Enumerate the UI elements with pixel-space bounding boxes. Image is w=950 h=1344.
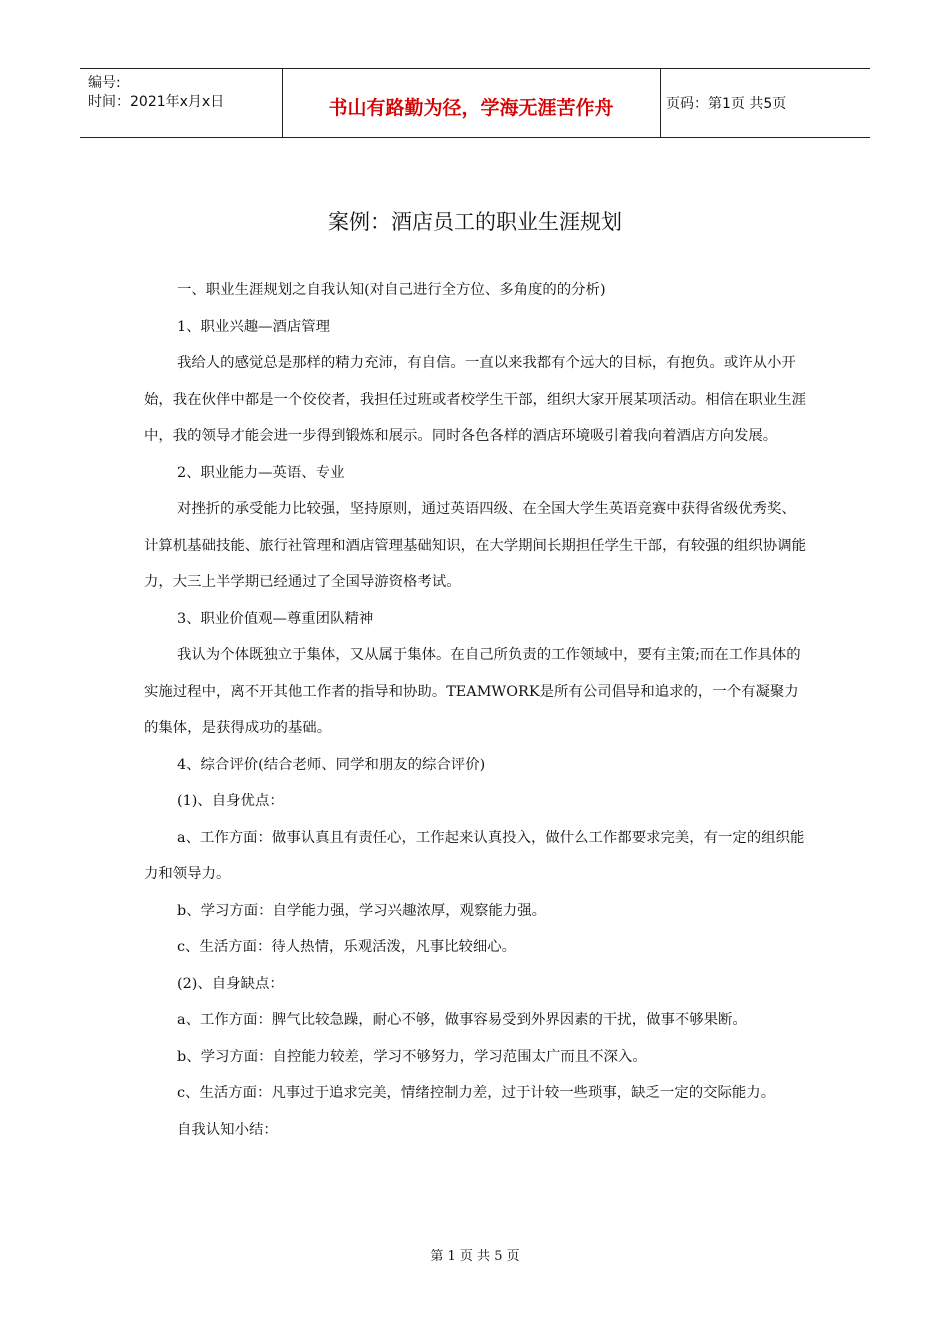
paragraph: b、学习方面：自控能力较差，学习不够努力，学习范围太广而且不深入。 [177, 1048, 647, 1065]
paragraph: c、生活方面：凡事过于追求完美，情绪控制力差，过于计较一些琐事，缺乏一定的交际能力。 [177, 1085, 776, 1101]
paragraph: 4、综合评价(结合老师、同学和朋友的综合评价) [177, 756, 486, 773]
paragraph: b、学习方面：自学能力强，学习兴趣浓厚，观察能力强。 [177, 902, 546, 919]
paragraph: 3、职业价值观—尊重团队精神 [177, 610, 374, 627]
document-number-label: 编号: [88, 75, 121, 91]
header-motto: 书山有路勤为径，学海无涯苦作舟 [328, 97, 614, 119]
paragraph: (1)、自身优点： [177, 793, 284, 809]
header-divider [660, 69, 661, 137]
page-footer: 第 1 页 共 5 页 [430, 1249, 520, 1264]
paragraph: 我认为个体既独立于集体，又从属于集体。在自己所负责的工作领域中，要有主策;而在工作具体的实施过程中，离不开其他工作者的指导和协助。TEAMWORK是所有公司倡导和追求的，一个有凝聚力的集体，是获得成功的基础。 [144, 647, 801, 736]
page-header [80, 68, 870, 138]
paragraph: 1、职业兴趣—酒店管理 [177, 318, 331, 335]
paragraph: 自我认知小结： [177, 1121, 278, 1138]
paragraph: 对挫折的承受能力比较强，坚持原则，通过英语四级、在全国大学生英语竞赛中获得省级优秀奖、计算机基础技能、旅行社管理和酒店管理基础知识，在大学期间长期担任学生干部，有较强的组织协调能力，大三上半学期已经通过了全国导游资格考试。 [144, 501, 806, 590]
paragraph: 2、职业能力—英语、专业 [177, 464, 345, 481]
paragraph: 我给人的感觉总是那样的精力充沛，有自信。一直以来我都有个远大的目标，有抱负。或许从小开始，我在伙伴中都是一个佼佼者，我担任过班或者校学生干部，组织大家开展某项活动。相信在职业生涯中，我的领导才能会进一步得到锻炼和展示。同时各色各样的酒店环境吸引着我向着酒店方向发展。 [144, 355, 806, 444]
paragraph: 一、职业生涯规划之自我认知(对自己进行全方位、多角度的的分析) [177, 282, 606, 298]
paragraph: c、生活方面：待人热情，乐观活泼，凡事比较细心。 [177, 939, 517, 955]
paragraph: (2)、自身缺点： [177, 975, 284, 992]
document-date-label: 时间：2021年x月x日 [88, 94, 225, 110]
document-body [144, 272, 810, 1148]
document-title: 案例：酒店员工的职业生涯规划 [328, 210, 622, 234]
paragraph: a、工作方面：做事认真且有责任心，工作起来认真投入，做什么工作都要求完美，有一定的组织能力和领导力。 [144, 829, 805, 882]
paragraph: a、工作方面：脾气比较急躁，耐心不够，做事容易受到外界因素的干扰，做事不够果断。 [177, 1012, 747, 1028]
header-page-info: 页码：第1页 共5页 [666, 96, 787, 112]
